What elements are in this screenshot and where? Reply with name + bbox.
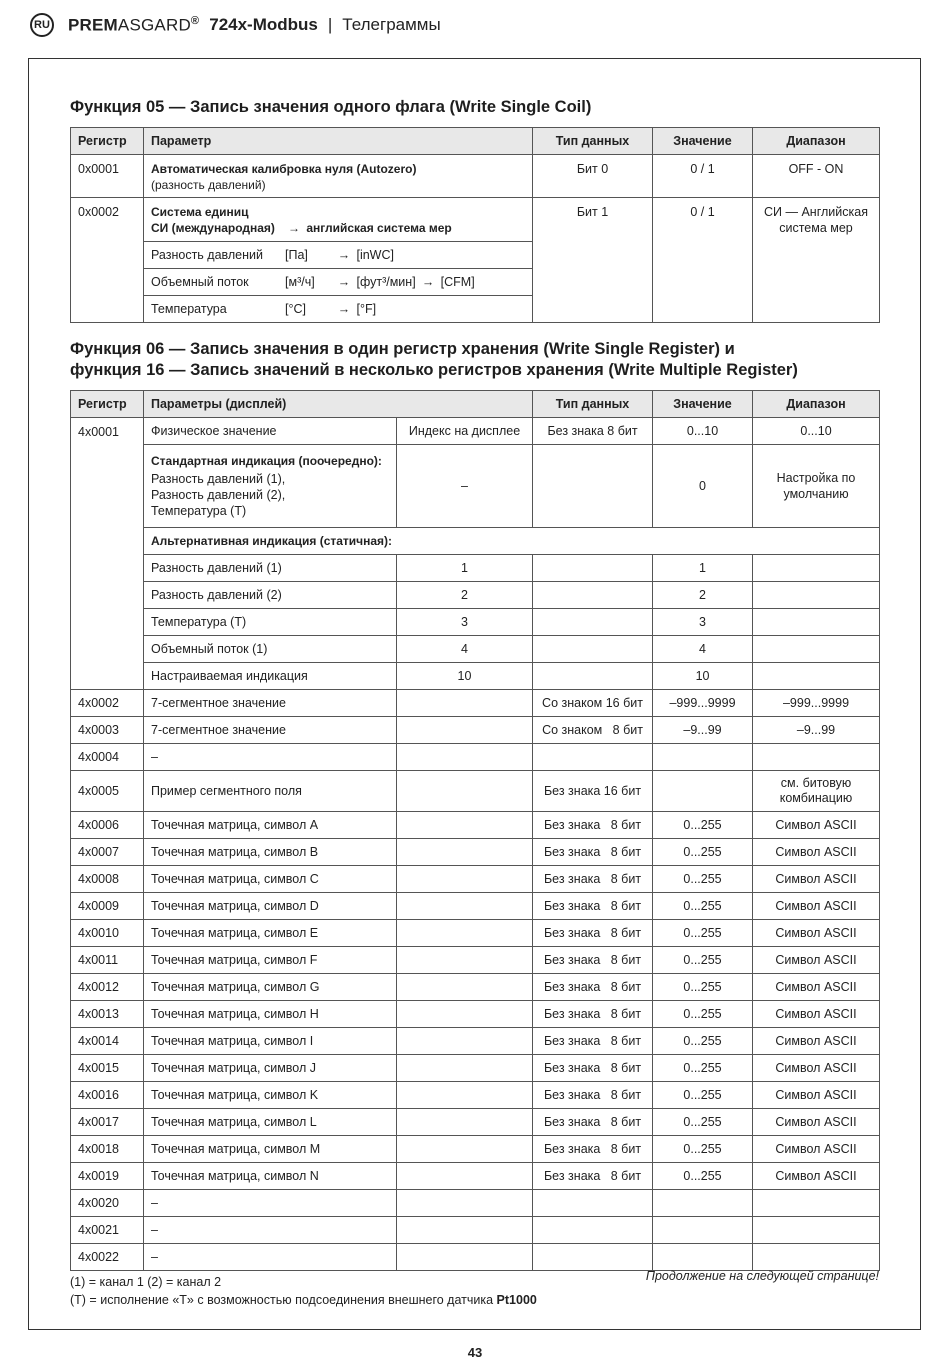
value-cell: 0...255 bbox=[653, 1055, 753, 1082]
value-cell: 0...255 bbox=[653, 1082, 753, 1109]
param-cell: Точечная матрица, символ D bbox=[144, 893, 397, 920]
param-cell: Физическое значение bbox=[144, 418, 397, 445]
index-cell: – bbox=[397, 445, 533, 528]
arrow-icon: → bbox=[288, 221, 300, 235]
param-cell: Пример сегментного поля bbox=[144, 771, 397, 812]
index-cell: 1 bbox=[397, 555, 533, 582]
value-cell: 0 / 1 bbox=[653, 155, 753, 198]
table-row bbox=[71, 582, 880, 609]
type-cell: Без знака 8 бит bbox=[533, 1082, 653, 1109]
param-cell: Точечная матрица, символ E bbox=[144, 920, 397, 947]
register-cell: 4x0002 bbox=[71, 690, 144, 717]
param-cell: Точечная матрица, символ M bbox=[144, 1136, 397, 1163]
register-cell: 4x0007 bbox=[71, 839, 144, 866]
range-cell bbox=[753, 1217, 880, 1244]
value-cell: 0...255 bbox=[653, 839, 753, 866]
table-row bbox=[71, 893, 880, 920]
index-cell bbox=[397, 893, 533, 920]
type-cell: Бит 0 bbox=[533, 155, 653, 198]
type-cell bbox=[533, 744, 653, 771]
param-cell: – bbox=[144, 1190, 397, 1217]
table-row bbox=[71, 744, 880, 771]
param-cell: Альтернативная индикация (статичная): bbox=[144, 528, 880, 555]
col-header: Параметр bbox=[144, 128, 533, 155]
param-cell: Настраиваемая индикация bbox=[144, 663, 397, 690]
value-cell: 0...255 bbox=[653, 866, 753, 893]
table-header-row bbox=[71, 128, 880, 155]
type-cell: Без знака 8 бит bbox=[533, 893, 653, 920]
range-cell: Символ ASCII bbox=[753, 866, 880, 893]
index-cell: 2 bbox=[397, 582, 533, 609]
param-cell: Температура (T) bbox=[144, 609, 397, 636]
table-row bbox=[71, 1001, 880, 1028]
value-cell: 0 bbox=[653, 445, 753, 528]
table-row bbox=[71, 198, 880, 242]
type-cell: Без знака 8 бит bbox=[533, 418, 653, 445]
page-header bbox=[30, 10, 441, 40]
range-cell: Настройка по умолчанию bbox=[753, 445, 880, 528]
range-cell: Символ ASCII bbox=[753, 812, 880, 839]
param-cell: Объемный поток [м³/ч] → [фут³/мин] → [CFM] bbox=[144, 269, 533, 296]
type-cell bbox=[533, 582, 653, 609]
type-cell: Без знака 8 бит bbox=[533, 1001, 653, 1028]
register-cell: 4x0012 bbox=[71, 974, 144, 1001]
param-cell: Температура [°C] → [°F] bbox=[144, 296, 533, 323]
type-cell: Без знака 8 бит bbox=[533, 1109, 653, 1136]
value-cell: 10 bbox=[653, 663, 753, 690]
param-cell: Точечная матрица, символ L bbox=[144, 1109, 397, 1136]
type-cell bbox=[533, 636, 653, 663]
index-cell: Индекс на дисплее bbox=[397, 418, 533, 445]
index-cell: 3 bbox=[397, 609, 533, 636]
index-cell bbox=[397, 947, 533, 974]
type-cell bbox=[533, 609, 653, 636]
value-cell: 1 bbox=[653, 555, 753, 582]
type-cell bbox=[533, 1217, 653, 1244]
range-cell: Символ ASCII bbox=[753, 1082, 880, 1109]
table-row bbox=[71, 947, 880, 974]
footnote-channels: (1) = канал 1 (2) = канал 2 bbox=[70, 1275, 222, 1289]
table-row bbox=[71, 1028, 880, 1055]
register-cell: 4x0005 bbox=[71, 771, 144, 812]
index-cell bbox=[397, 812, 533, 839]
index-cell bbox=[397, 839, 533, 866]
type-cell: Без знака 8 бит bbox=[533, 839, 653, 866]
param-cell: Система единиц СИ (международная) → английская система мер bbox=[144, 198, 533, 242]
index-cell bbox=[397, 1055, 533, 1082]
value-cell bbox=[653, 771, 753, 812]
value-cell: 0...255 bbox=[653, 1001, 753, 1028]
register-cell: 4x0017 bbox=[71, 1109, 144, 1136]
value-cell bbox=[653, 1190, 753, 1217]
param-cell: – bbox=[144, 1217, 397, 1244]
type-cell: Без знака 16 бит bbox=[533, 771, 653, 812]
param-cell: Точечная матрица, символ G bbox=[144, 974, 397, 1001]
param-cell: Точечная матрица, символ I bbox=[144, 1028, 397, 1055]
index-cell: 10 bbox=[397, 663, 533, 690]
continued-note: Продолжение на следующей странице! bbox=[645, 1269, 879, 1283]
col-header: Диапазон bbox=[753, 128, 880, 155]
range-cell: Символ ASCII bbox=[753, 1163, 880, 1190]
range-cell: Символ ASCII bbox=[753, 920, 880, 947]
index-cell: 4 bbox=[397, 636, 533, 663]
table-row bbox=[71, 690, 880, 717]
register-cell: 4x0018 bbox=[71, 1136, 144, 1163]
value-cell: 0...255 bbox=[653, 1109, 753, 1136]
value-cell: 0 / 1 bbox=[653, 198, 753, 323]
register-cell: 4x0001 bbox=[71, 418, 144, 690]
value-cell: 3 bbox=[653, 609, 753, 636]
param-cell: Стандартная индикация (поочередно): Разность давлений (1), Разность давлений (2), Температура (T) bbox=[144, 445, 397, 528]
table-row bbox=[71, 528, 880, 555]
param-cell: 7-сегментное значение bbox=[144, 690, 397, 717]
index-cell bbox=[397, 1028, 533, 1055]
table-row bbox=[71, 555, 880, 582]
param-cell: Точечная матрица, символ B bbox=[144, 839, 397, 866]
table-row bbox=[71, 418, 880, 445]
param-cell: 7-сегментное значение bbox=[144, 717, 397, 744]
range-cell bbox=[753, 663, 880, 690]
range-cell: Символ ASCII bbox=[753, 1055, 880, 1082]
table-row bbox=[71, 812, 880, 839]
type-cell: Без знака 8 бит bbox=[533, 974, 653, 1001]
table-row bbox=[71, 1055, 880, 1082]
type-cell bbox=[533, 1244, 653, 1271]
register-cell: 4x0008 bbox=[71, 866, 144, 893]
index-cell bbox=[397, 717, 533, 744]
table-row bbox=[71, 771, 880, 812]
type-cell bbox=[533, 1190, 653, 1217]
register-cell: 4x0016 bbox=[71, 1082, 144, 1109]
register-cell: 4x0022 bbox=[71, 1244, 144, 1271]
col-header: Регистр bbox=[71, 128, 144, 155]
index-cell bbox=[397, 1109, 533, 1136]
range-cell: Символ ASCII bbox=[753, 1136, 880, 1163]
col-header: Тип данных bbox=[533, 391, 653, 418]
range-cell: СИ — Английская система мер bbox=[753, 198, 880, 323]
param-cell: Точечная матрица, символ J bbox=[144, 1055, 397, 1082]
value-cell: 0...255 bbox=[653, 1136, 753, 1163]
param-cell: Разность давлений [Па] → [inWC] bbox=[144, 242, 533, 269]
type-cell: Без знака 8 бит bbox=[533, 1055, 653, 1082]
type-cell: Со знаком 16 бит bbox=[533, 690, 653, 717]
f06-rows bbox=[71, 690, 880, 1271]
table-row bbox=[71, 663, 880, 690]
arrow-icon: → bbox=[337, 275, 351, 289]
index-cell bbox=[397, 771, 533, 812]
table-row bbox=[71, 717, 880, 744]
param-cell: – bbox=[144, 744, 397, 771]
index-cell bbox=[397, 1163, 533, 1190]
range-cell: –9...99 bbox=[753, 717, 880, 744]
param-cell: Автоматическая калибровка нуля (Autozero) (разность давлений) bbox=[144, 155, 533, 198]
range-cell: Символ ASCII bbox=[753, 839, 880, 866]
range-cell: 0...10 bbox=[753, 418, 880, 445]
value-cell: –9...99 bbox=[653, 717, 753, 744]
register-cell: 4x0003 bbox=[71, 717, 144, 744]
type-cell bbox=[533, 555, 653, 582]
table-header-row bbox=[71, 391, 880, 418]
param-cell: Разность давлений (1) bbox=[144, 555, 397, 582]
table-row bbox=[71, 866, 880, 893]
section-title: Телеграммы bbox=[342, 15, 441, 34]
value-cell bbox=[653, 1244, 753, 1271]
register-cell: 0x0001 bbox=[71, 155, 144, 198]
value-cell: 0...255 bbox=[653, 893, 753, 920]
range-cell: Символ ASCII bbox=[753, 1028, 880, 1055]
table-row bbox=[71, 636, 880, 663]
value-cell: 0...255 bbox=[653, 947, 753, 974]
f05-title: Функция 05 — Запись значения одного флага (Write Single Coil) bbox=[70, 98, 592, 116]
value-cell: 2 bbox=[653, 582, 753, 609]
range-cell bbox=[753, 1190, 880, 1217]
model-name: 724x-Modbus bbox=[209, 15, 318, 34]
type-cell: Со знаком 8 бит bbox=[533, 717, 653, 744]
register-cell: 4x0020 bbox=[71, 1190, 144, 1217]
range-cell: Символ ASCII bbox=[753, 974, 880, 1001]
type-cell: Без знака 8 бит bbox=[533, 1163, 653, 1190]
value-cell bbox=[653, 744, 753, 771]
param-cell: Точечная матрица, символ C bbox=[144, 866, 397, 893]
value-cell: 0...255 bbox=[653, 1163, 753, 1190]
col-header: Значение bbox=[653, 128, 753, 155]
range-cell: OFF - ON bbox=[753, 155, 880, 198]
param-cell: – bbox=[144, 1244, 397, 1271]
type-cell: Без знака 8 бит bbox=[533, 920, 653, 947]
range-cell bbox=[753, 1244, 880, 1271]
value-cell: 0...255 bbox=[653, 1028, 753, 1055]
index-cell bbox=[397, 690, 533, 717]
register-cell: 4x0011 bbox=[71, 947, 144, 974]
language-badge: RU bbox=[30, 13, 54, 37]
table-row bbox=[71, 974, 880, 1001]
type-cell: Без знака 8 бит bbox=[533, 1136, 653, 1163]
type-cell: Бит 1 bbox=[533, 198, 653, 323]
value-cell: 0...255 bbox=[653, 974, 753, 1001]
register-cell: 4x0013 bbox=[71, 1001, 144, 1028]
col-header: Диапазон bbox=[753, 391, 880, 418]
value-cell: 0...10 bbox=[653, 418, 753, 445]
range-cell bbox=[753, 555, 880, 582]
footnote-execution: (T) = исполнение «T» с возможностью подсоединения внешнего датчика Pt1000 bbox=[70, 1293, 537, 1307]
param-cell: Точечная матрица, символ H bbox=[144, 1001, 397, 1028]
table-row bbox=[71, 839, 880, 866]
index-cell bbox=[397, 1217, 533, 1244]
register-cell: 4x0006 bbox=[71, 812, 144, 839]
param-cell: Точечная матрица, символ K bbox=[144, 1082, 397, 1109]
f05-table bbox=[70, 127, 880, 323]
arrow-icon: → bbox=[337, 302, 351, 316]
table-row bbox=[71, 920, 880, 947]
table-row bbox=[71, 1217, 880, 1244]
index-cell bbox=[397, 1244, 533, 1271]
index-cell bbox=[397, 1190, 533, 1217]
range-cell bbox=[753, 582, 880, 609]
arrow-icon: → bbox=[421, 275, 435, 289]
register-cell: 4x0010 bbox=[71, 920, 144, 947]
register-cell: 4x0021 bbox=[71, 1217, 144, 1244]
brand-name: PREMASGARD® bbox=[68, 14, 200, 35]
range-cell bbox=[753, 636, 880, 663]
value-cell: 4 bbox=[653, 636, 753, 663]
param-cell: Точечная матрица, символ F bbox=[144, 947, 397, 974]
table-row bbox=[71, 609, 880, 636]
col-header: Тип данных bbox=[533, 128, 653, 155]
range-cell: Символ ASCII bbox=[753, 1109, 880, 1136]
table-row bbox=[71, 1190, 880, 1217]
register-cell: 4x0004 bbox=[71, 744, 144, 771]
f06-title: Функция 06 — Запись значения в один регистр хранения (Write Single Register) и функция 16 — Запись значений в несколько регистров хранения (Write Multiple Register) bbox=[70, 340, 798, 379]
register-cell: 4x0014 bbox=[71, 1028, 144, 1055]
type-cell: Без знака 8 бит bbox=[533, 866, 653, 893]
range-cell: Символ ASCII bbox=[753, 893, 880, 920]
register-cell: 4x0019 bbox=[71, 1163, 144, 1190]
index-cell bbox=[397, 920, 533, 947]
range-cell: –999...9999 bbox=[753, 690, 880, 717]
index-cell bbox=[397, 1001, 533, 1028]
type-cell: Без знака 8 бит bbox=[533, 812, 653, 839]
table-row bbox=[71, 1082, 880, 1109]
col-header: Параметры (дисплей) bbox=[144, 391, 533, 418]
index-cell bbox=[397, 866, 533, 893]
table-row bbox=[71, 1136, 880, 1163]
value-cell bbox=[653, 1217, 753, 1244]
type-cell: Без знака 8 бит bbox=[533, 1028, 653, 1055]
index-cell bbox=[397, 744, 533, 771]
range-cell bbox=[753, 744, 880, 771]
col-header: Регистр bbox=[71, 391, 144, 418]
value-cell: –999...9999 bbox=[653, 690, 753, 717]
page-number: 43 bbox=[467, 1345, 483, 1360]
table-row bbox=[71, 445, 880, 528]
index-cell bbox=[397, 1082, 533, 1109]
range-cell: Символ ASCII bbox=[753, 1001, 880, 1028]
index-cell bbox=[397, 1136, 533, 1163]
table-row bbox=[71, 1163, 880, 1190]
type-cell bbox=[533, 663, 653, 690]
arrow-icon: → bbox=[337, 248, 351, 262]
table-row bbox=[71, 1244, 880, 1271]
header-separator: | bbox=[327, 15, 333, 34]
col-header: Значение bbox=[653, 391, 753, 418]
type-cell: Без знака 8 бит bbox=[533, 947, 653, 974]
type-cell bbox=[533, 445, 653, 528]
f06-table bbox=[70, 390, 880, 1271]
index-cell bbox=[397, 974, 533, 1001]
register-cell: 4x0009 bbox=[71, 893, 144, 920]
value-cell: 0...255 bbox=[653, 920, 753, 947]
table-row bbox=[71, 155, 880, 198]
value-cell: 0...255 bbox=[653, 812, 753, 839]
param-cell: Разность давлений (2) bbox=[144, 582, 397, 609]
register-cell: 4x0015 bbox=[71, 1055, 144, 1082]
param-cell: Точечная матрица, символ N bbox=[144, 1163, 397, 1190]
range-cell: см. битовую комбинацию bbox=[753, 771, 880, 812]
param-cell: Объемный поток (1) bbox=[144, 636, 397, 663]
table-row bbox=[71, 1109, 880, 1136]
range-cell bbox=[753, 609, 880, 636]
register-cell: 0x0002 bbox=[71, 198, 144, 323]
param-cell: Точечная матрица, символ A bbox=[144, 812, 397, 839]
range-cell: Символ ASCII bbox=[753, 947, 880, 974]
